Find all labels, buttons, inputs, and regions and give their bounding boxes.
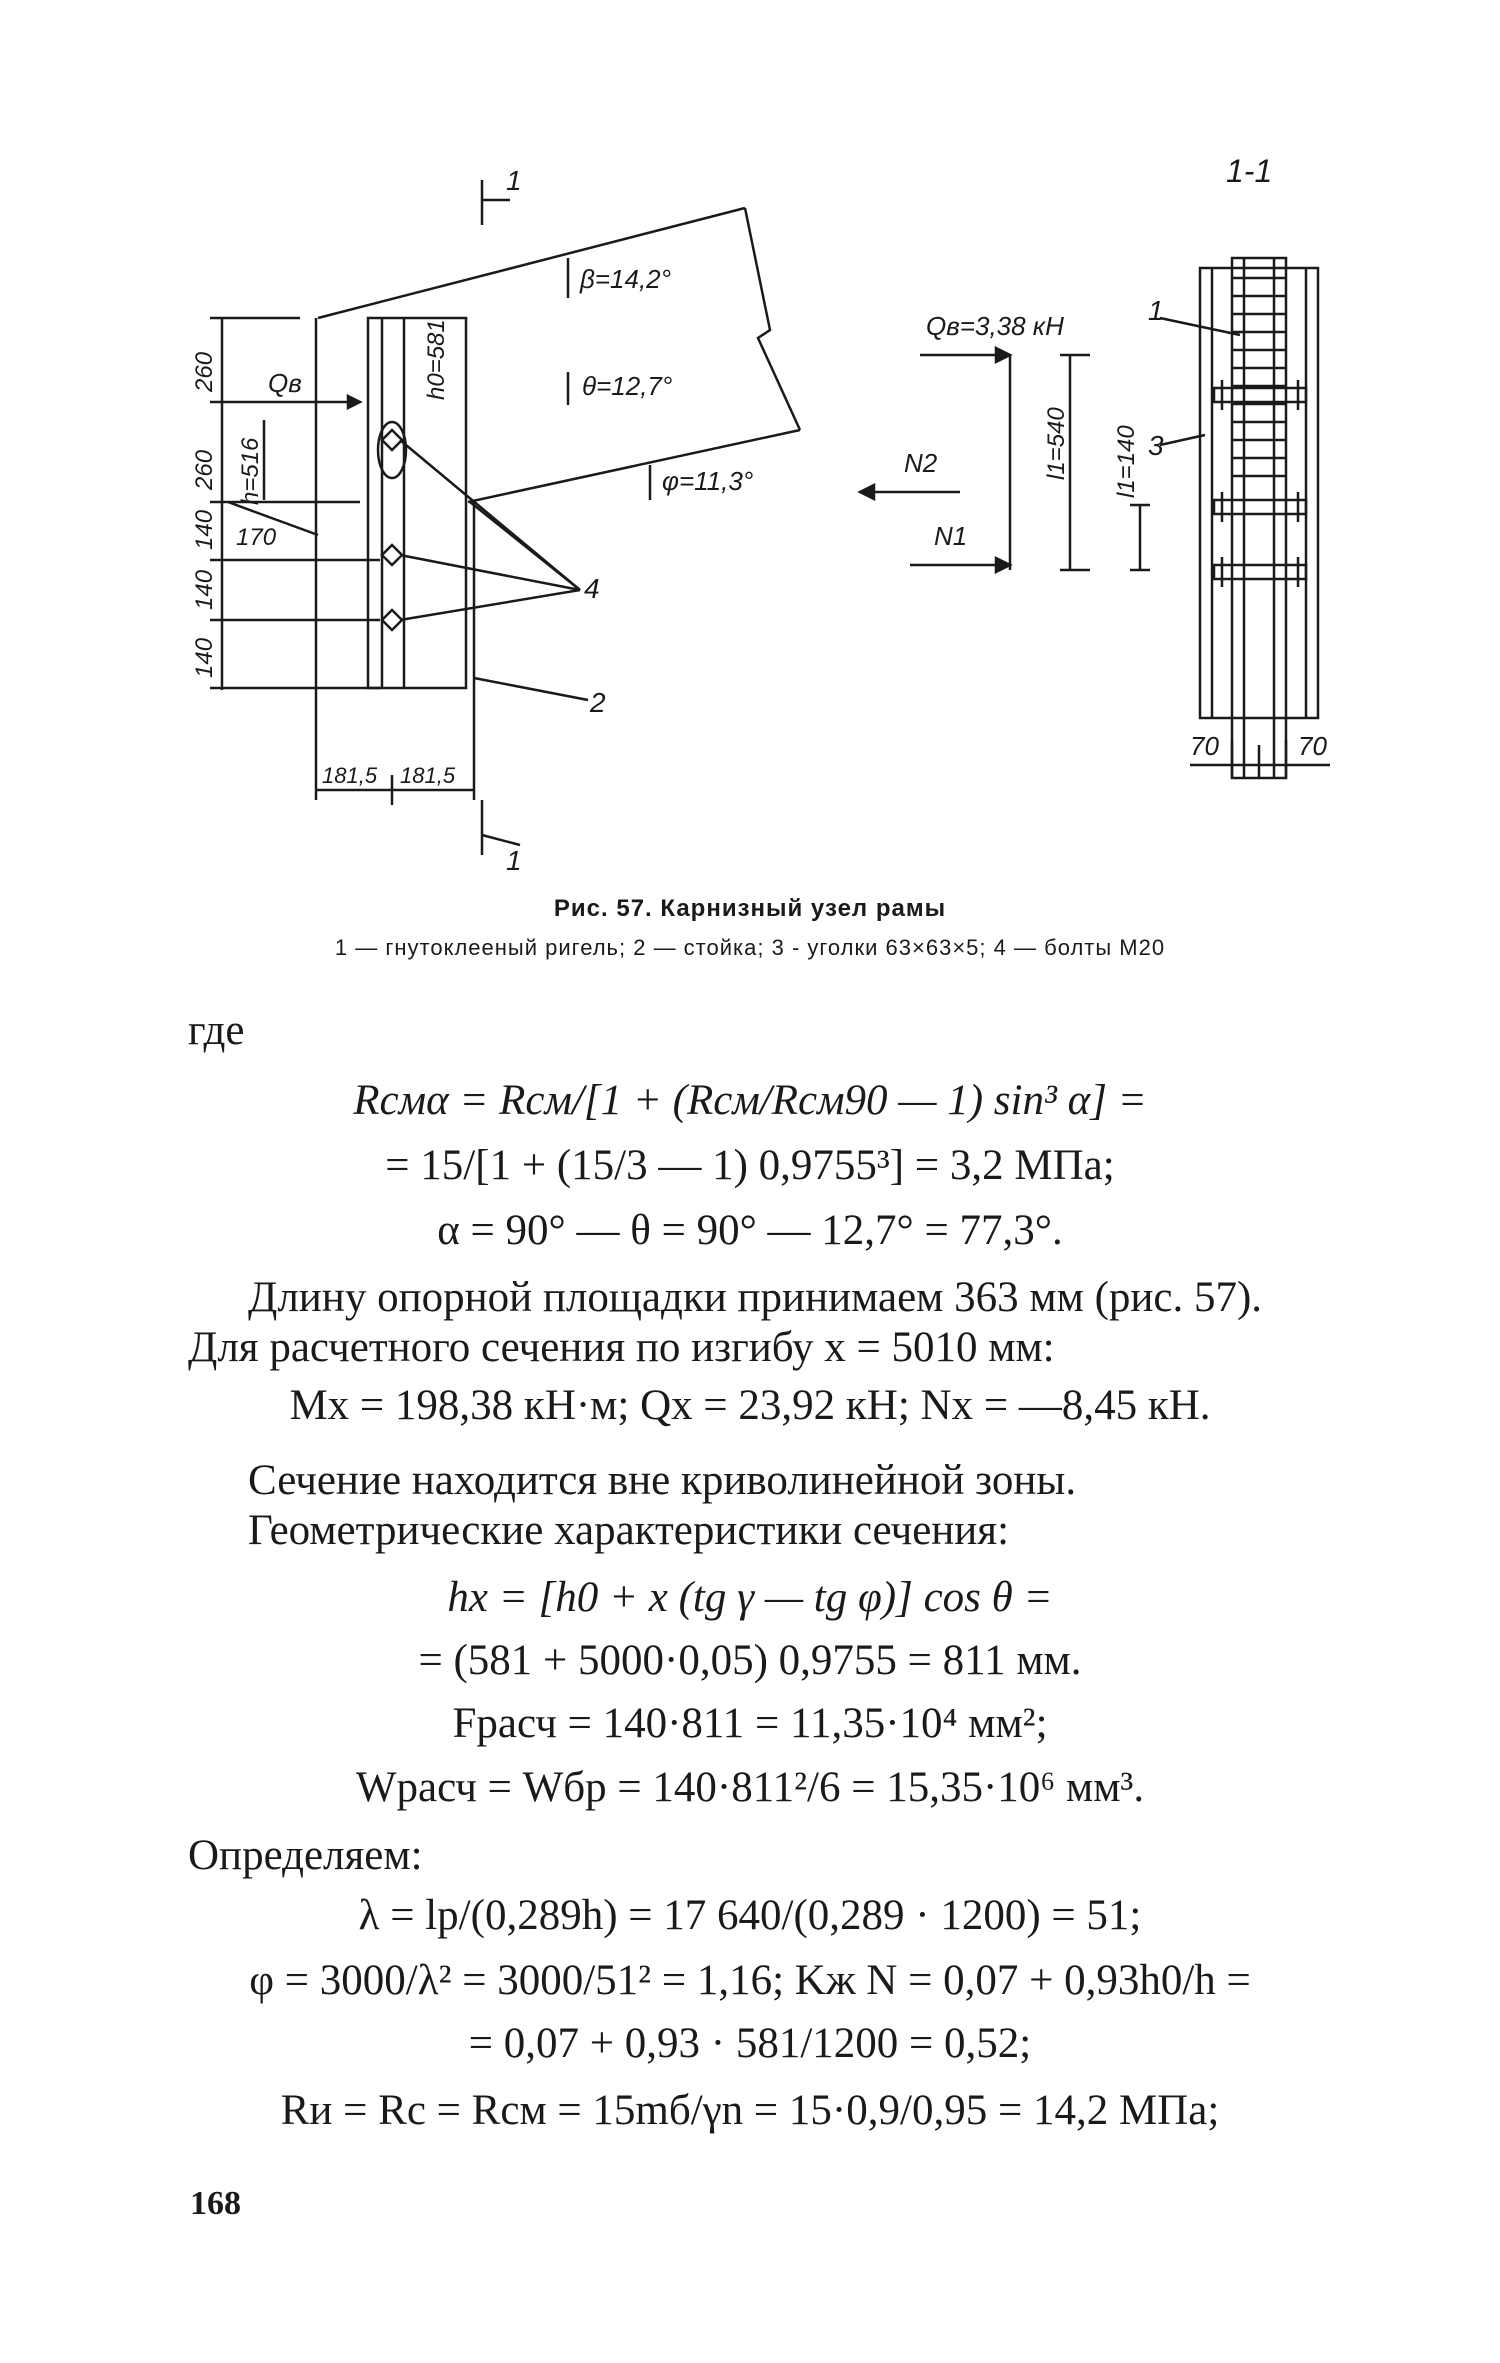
h0-label: h0=581 <box>423 319 450 400</box>
formula-1b: = 15/[1 + (15/3 — 1) 0,9755³] = 3,2 МПа; <box>385 1142 1115 1189</box>
dim-260-b: 260 <box>191 449 218 490</box>
dim-140-c: 140 <box>191 637 218 678</box>
n1-label: N1 <box>934 521 968 551</box>
l1-140-label: l1=140 <box>1113 425 1140 498</box>
phi-angle-label: φ=11,3° <box>662 466 754 496</box>
paragraph-2: Для расчетного сечения по изгибу x = 5010 мм: <box>188 1324 1055 1371</box>
figure-caption-title: Рис. 57. Карнизный узел рамы <box>553 895 947 922</box>
figure-caption-legend: 1 — гнутоклееный ригель; 2 — стойка; 3 - уголки 63×63×5; 4 — болты М20 <box>334 935 1166 960</box>
frame-eave-joint-figure <box>0 0 1500 900</box>
paragraph-4: Геометрические характеристики сечения: <box>248 1507 1010 1554</box>
paragraph-3: Сечение находится вне криволинейной зоны. <box>248 1457 1077 1504</box>
dim-70-a: 70 <box>1190 731 1219 761</box>
paragraph-1: Длину опорной площадки принимаем 363 мм (рис. 57). <box>248 1274 1263 1321</box>
qb-label: Qв <box>268 368 302 398</box>
h-label: h=516 <box>237 437 264 505</box>
formula-4a: λ = lр/(0,289h) = 17 640/(0,289 · 1200) = 51; <box>358 1892 1142 1939</box>
formula-3c: Fрасч = 140·811 = 11,35·10⁴ мм²; <box>452 1700 1048 1747</box>
beta-angle-label: β=14,2° <box>580 264 672 294</box>
dim-181-5-b: 181,5 <box>400 763 456 788</box>
callout-4: 4 <box>584 573 600 604</box>
dim-181-5-a: 181,5 <box>322 763 378 788</box>
formula-2: Mx = 198,38 кН·м; Qx = 23,92 кН; Nx = —8,45 кН. <box>289 1382 1211 1429</box>
dim-140-a: 140 <box>191 509 218 550</box>
formula-4d: Rи = Rс = Rсм = 15mб/γn = 15·0,9/0,95 = 14,2 МПа; <box>280 2087 1220 2134</box>
n2-label: N2 <box>904 448 938 478</box>
l1-540-label: l1=540 <box>1043 407 1070 480</box>
word-gde: где <box>188 1007 245 1054</box>
page-number: 168 <box>190 2185 241 2222</box>
dim-260-a: 260 <box>191 351 218 392</box>
qb-value-label: Qв=3,38 кН <box>926 311 1064 341</box>
dim-170: 170 <box>236 524 277 551</box>
formula-3a: hx = [h0 + x (tg γ — tg φ)] cos θ = <box>447 1574 1053 1621</box>
formula-3d: Wрасч = Wбр = 140·811²/6 = 15,35·10⁶ мм³. <box>355 1764 1145 1811</box>
paragraph-5: Определяем: <box>188 1832 423 1879</box>
theta-angle-label: θ=12,7° <box>582 371 673 401</box>
callout-1: 1 <box>1148 295 1164 326</box>
dim-70-b: 70 <box>1298 731 1327 761</box>
dim-140-b: 140 <box>191 569 218 610</box>
formula-1a: Rсмα = Rсм/[1 + (Rсм/Rсм90 — 1) sin³ α] = <box>353 1077 1147 1124</box>
formula-1c: α = 90° — θ = 90° — 12,7° = 77,3°. <box>437 1207 1063 1254</box>
formula-4b: φ = 3000/λ² = 3000/51² = 1,16; Kж N = 0,07 + 0,93h0/h = <box>249 1957 1251 2004</box>
section-mark-label: 1 <box>506 165 522 196</box>
section-title: 1-1 <box>1226 153 1273 189</box>
formula-4c: = 0,07 + 0,93 · 581/1200 = 0,52; <box>468 2020 1032 2067</box>
callout-3: 3 <box>1148 430 1164 461</box>
callout-2: 2 <box>590 687 606 718</box>
section-mark-label-bottom: 1 <box>506 845 522 876</box>
formula-3b: = (581 + 5000·0,05) 0,9755 = 811 мм. <box>418 1637 1082 1684</box>
